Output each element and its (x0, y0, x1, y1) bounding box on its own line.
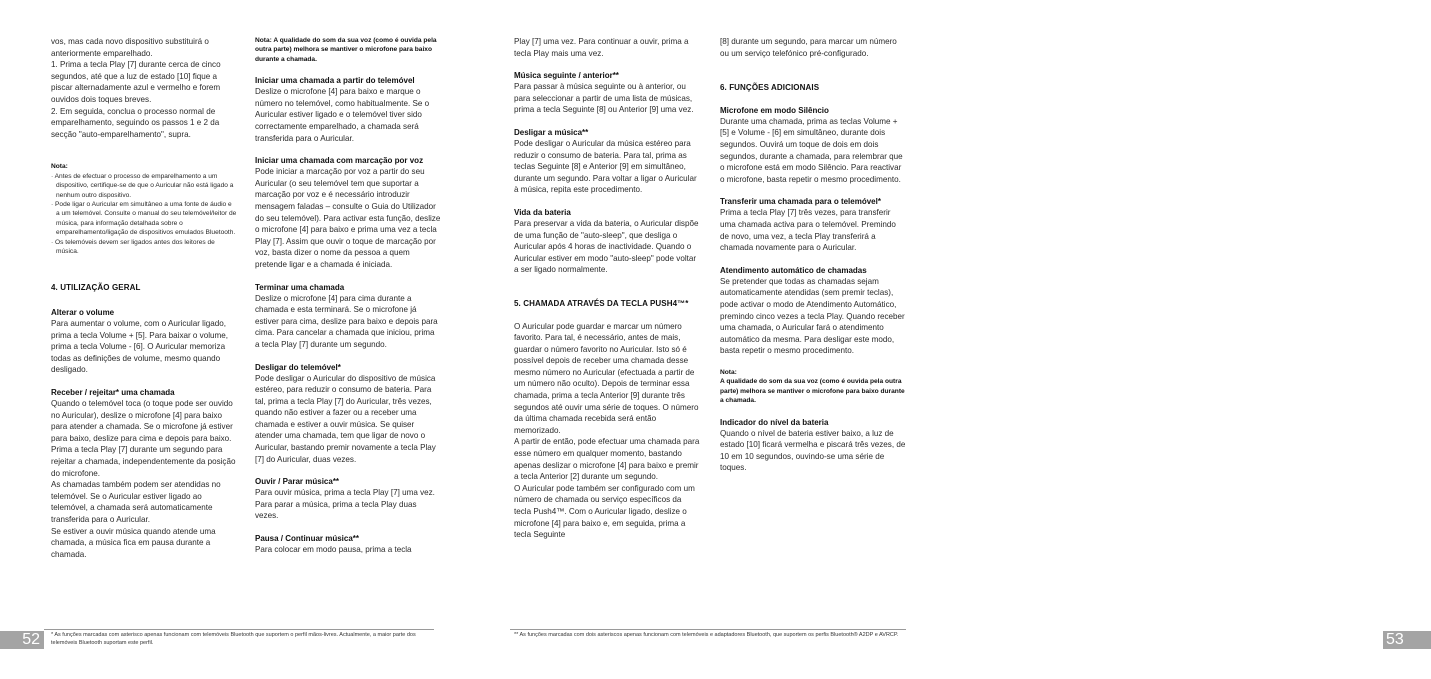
intro-text: vos, mas cada novo dispositivo substituirá o anteriormente emparelhado. (51, 37, 209, 58)
next-track-text: Para passar à música seguinte ou à anterior, ou para seleccionar a partir de uma lista de músicas, prima a tecla Seguinte [8] ou Anterior [9] uma vez. (514, 82, 694, 115)
footer-rule (44, 629, 434, 630)
music-off-heading: Desligar a música** (514, 127, 589, 137)
receive-heading: Receber / rejeitar* uma chamada (51, 387, 175, 397)
page-number: 53 (1383, 631, 1431, 649)
page-number: 52 (0, 631, 44, 649)
receive-text: Quando o telemóvel toca (o toque pode ser ouvido no Auricular), deslize o microfone [4] para baixo para atender a chamada. Se o microfone já estiver para baixo, deslize para cima e depois para baixo. Prima a tecla Play [7] durante um segundo para rejeitar a chamada, independentemente da posição do microfone. (51, 398, 236, 478)
section-4-heading: 4. UTILIZAÇÃO GERAL (51, 283, 141, 293)
auto-answer-heading: Atendimento automático de chamadas (720, 265, 867, 275)
step-2: 2. Em seguida, conclua o processo normal de emparelhamento, seguindo os passos 1 e 2 da secção "auto-emparelhamento", supra. (51, 106, 220, 139)
mute-text: Durante uma chamada, prima as teclas Volume + [5] e Volume - [6] em simultâneo, durante dois segundos. Ouvirá um toque de dois em dois segundos, durante a chamada, para relembrar que o microfone está em modo Silêncio. Para reactivar o microfone, basta repetir o mesmo procedimento. (720, 116, 903, 184)
music-off-text: Pode desligar o Auricular da música estéreo para reduzir o consumo de bateria. Para tal, prima as teclas Seguinte [8] e Anterior [9] em simultâneo, durante um segundo. Para voltar a ligar o Auricular à música, repita este procedimento. (514, 138, 697, 195)
pause-music-heading: Pausa / Continuar música** (255, 534, 360, 544)
note-bullet: · Pode ligar o Auricular em simultâneo a uma fonte de áudio e a um telemóvel. Consulte o manual do seu telemóvel/leitor de música, para informação detalhada sobre o emparelhamento/ligação de dispositivos emulados Bluetooth. (51, 200, 237, 237)
voice-quality-note: Nota: A qualidade do som da sua voz (como é ouvida pela outra parte) melhora se mantiver o microfone para baixo durante a chamada. (255, 37, 437, 63)
end-call-heading: Terminar uma chamada (255, 282, 345, 292)
right-column-1 (514, 36, 700, 541)
footer-rule (510, 629, 906, 630)
continued-text: Play [7] uma vez. Para continuar a ouvir, prima a tecla Play mais uma vez. (514, 37, 689, 58)
battery-level-text: Quando o nível de bateria estiver baixo, a luz de estado [10] ficará vermelha e piscará três vezes, de 10 em 10 segundos, ouvindo-se uma série de toques. (720, 428, 906, 473)
note-bullet: · Os telemóveis devem ser ligados antes dos leitores de música. (51, 238, 215, 255)
disconnect-phone-text: Pode desligar o Auricular do dispositivo de música estéreo, para reduzir o consumo de bateria. Para tal, prima a tecla Play [7] do Auricular, três vezes, quando não estiver a fazer ou a receber uma chamada e estiver a ouvir música. Se quiser atender uma chamada, tem que ligar de novo o Auricular, bastando premir novamente a tecla Play [7] do Auricular, duas vezes. (255, 373, 436, 464)
start-call-text: Deslize o microfone [4] para baixo e marque o número no telemóvel, como habitualmente. Se o Auricular estiver ligado e o telemóvel tiver sido correctamente emparelhado, a chamada será transferida para o Auricular. (255, 87, 430, 143)
note-bullet: · Antes de efectuar o processo de emparelhamento a um dispositivo, certifique-se de que o Auricular não está ligado a nenhum outro dispositivo. (51, 172, 234, 199)
listen-music-heading: Ouvir / Parar música** (255, 477, 340, 487)
push4-text: O Auricular pode também ser configurado com um número de chamada ou serviço específicos da tecla Push4™. Com o Auricular ligado, deslize o microfone [4] para baixo e, em seguida, prima a tecla Seguinte (514, 483, 695, 540)
right-column-2 (720, 36, 906, 474)
disconnect-phone-heading: Desligar do telemóvel* (255, 362, 341, 372)
push4-text: O Auricular pode guardar e marcar um número favorito. Para tal, é necessário, antes de mais, guardar o número favorito no Auricular. Isto só é possível depois de receber uma chamada desse mesmo número no Auricular (efectuada a partir de um número não oculto). Depois de terminar essa chamada, prima a tecla Anterior [9] durante três segundos até ouvir uma série de toques. O número da última chamada recebida será então memorizado. (514, 321, 699, 435)
voice-dial-heading: Iniciar uma chamada com marcação por voz (255, 156, 424, 166)
voice-dial-text: Pode iniciar a marcação por voz a partir do seu Auricular (o seu telemóvel tem que suportar a marcação por voz e é necessário introduzir mensagem faladas – consulte o Guia do Utilizador do seu telemóvel). Para activar esta função, deslize o microfone [4] para baixo e prima uma vez a tecla Play [7]. Assim que ouvir o toque de marcação por voz, basta dizer o nome da pessoa a quem pretende ligar e a chamada é iniciada. (255, 167, 441, 269)
left-column-1 (51, 36, 237, 560)
footnote: ** As funções marcadas com dois asteriscos apenas funcionam com telemóveis e adaptadores Bluetooth, que suportem os perfis Bluetooth® A2DP e AVRCP. (514, 632, 899, 638)
next-track-heading: Música seguinte / anterior** (514, 71, 619, 81)
start-call-heading: Iniciar uma chamada a partir do telemóvel (255, 76, 415, 86)
right-page (477, 0, 1404, 679)
note-bullets (51, 172, 237, 257)
volume-heading: Alterar o volume (51, 308, 115, 317)
note-title: Nota: (720, 368, 737, 376)
section-6-heading: 6. FUNÇÕES ADICIONAIS (720, 83, 820, 93)
pause-music-text: Para colocar em modo pausa, prima a tecla (255, 545, 412, 555)
auto-answer-text: Se pretender que todas as chamadas sejam automaticamente atendidas (sem premir teclas), pode activar o modo de Atendimento Automático, premindo cinco vezes a tecla Play. Quando receber uma chamada, o Auricular fará o atendimento automático da mesma. Para desligar este modo, basta repetir o mesmo procedimento. (720, 276, 905, 356)
footnote: * As funções marcadas com asterisco apenas funcionam com telemóveis Bluetooth que suportem o perfil mãos-livres. Actualmente, a maior parte dos telemóveis Bluetooth suportam este perfil. (51, 632, 416, 646)
battery-life-text: Para preservar a vida da bateria, o Auricular dispõe de uma função de "auto-sleep", que desliga o Auricular após 4 horas de inactividade. Quando o Auricular estiver em modo "auto-sleep" pode voltar a ser ligado normalmente. (514, 218, 699, 275)
battery-life-heading: Vida da bateria (514, 207, 571, 217)
section-5-heading: 5. CHAMADA ATRAVÉS DA TECLA PUSH4™* (514, 298, 689, 308)
battery-level-heading: Indicador do nível da bateria (720, 417, 829, 427)
receive-text: As chamadas também podem ser atendidas no telemóvel. Se o Auricular estiver ligado ao telemóvel, a chamada será automaticamente transferida para o Auricular. (51, 480, 221, 524)
receive-text: Se estiver a ouvir música quando atende uma chamada, a música fica em pausa durante a chamada. (51, 526, 216, 559)
end-call-text: Deslize o microfone [4] para cima durante a chamada e esta terminará. Se o microfone já estiver para cima, deslize para baixo e depois para cima. Para cancelar a chamada que iniciou, prima a tecla Play [7] durante um segundo. (255, 293, 438, 349)
transfer-call-heading: Transferir uma chamada para o telemóvel* (720, 197, 881, 207)
step-1: 1. Prima a tecla Play [7] durante cerca de cinco segundos, até que a luz de estado [10] fique a piscar alternadamente azul e vermelho e forem ouvidos dois toques breves. (51, 60, 221, 104)
volume-text: Para aumentar o volume, com o Auricular ligado, prima a tecla Volume + [5]. Para baixar o volume, prima a tecla Volume - [6]. O Auricular memoriza todas as definições de volume, mesmo quando desligado. (51, 319, 229, 375)
left-page (0, 0, 477, 679)
transfer-call-text: Prima a tecla Play [7] três vezes, para transferir uma chamada activa para o telemóvel. Premindo de novo, uma vez, a tecla Play transferirá a chamada novamente para o Auricular. (720, 208, 896, 253)
continued-text: [8] durante um segundo, para marcar um número ou um serviço telefónico pré-configurado. (720, 37, 897, 58)
push4-text: A partir de então, pode efectuar uma chamada para esse número em qualquer momento, bastando apenas deslizar o microfone [4] para baixo e premir a tecla Anterior [2] durante um segundo. (514, 437, 700, 482)
mute-heading: Microfone em modo Silêncio (720, 105, 829, 115)
left-column-2 (255, 36, 441, 556)
listen-music-text: Para ouvir música, prima a tecla Play [7] uma vez. Para parar a música, prima a tecla Play duas vezes. (255, 488, 435, 521)
note-title: Nota: (51, 163, 68, 171)
voice-quality-note: A qualidade do som da sua voz (como é ouvida pela outra parte) melhora se mantiver o microfone para baixo durante a chamada. (720, 378, 905, 405)
